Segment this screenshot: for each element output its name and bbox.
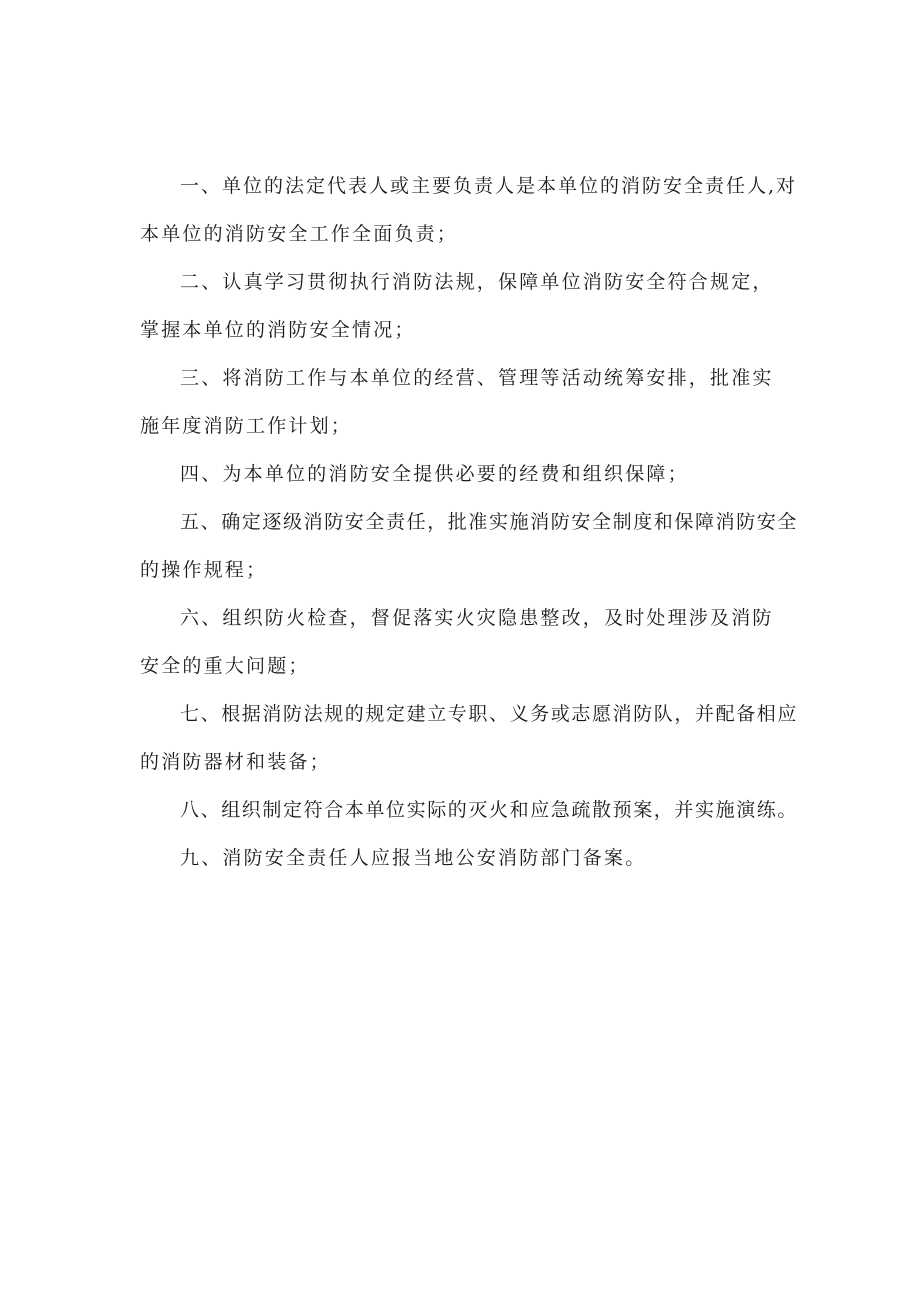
clause-7-line-2: 的消防器材和装备； xyxy=(140,751,331,773)
clause-2-line-2: 掌握本单位的消防安全情况； xyxy=(140,319,416,341)
clause-4-line-1: 四、为本单位的消防安全提供必要的经费和组织保障； xyxy=(180,463,689,485)
clause-5-line-2: 的操作规程； xyxy=(140,559,268,581)
clause-2-line-1: 二、认真学习贯彻执行消防法规，保障单位消防安全符合规定， xyxy=(180,271,774,293)
clause-3-line-1: 三、将消防工作与本单位的经营、管理等活动统筹安排，批准实 xyxy=(180,367,774,389)
clause-8-line-1: 八、组织制定符合本单位实际的灭火和应急疏散预案，并实施演练。 xyxy=(180,799,799,821)
clause-7-line-1: 七、根据消防法规的规定建立专职、义务或志愿消防队，并配备相应 xyxy=(180,703,799,725)
clause-1-line-1: 一、单位的法定代表人或主要负责人是本单位的消防安全责任人,对 xyxy=(180,175,798,197)
clause-6-line-1: 六、组织防火检查，督促落实火灾隐患整改，及时处理涉及消防 xyxy=(180,607,774,629)
clause-5-line-1: 五、确定逐级消防安全责任，批准实施消防安全制度和保障消防安全 xyxy=(180,511,799,533)
clause-9-line-1: 九、消防安全责任人应报当地公安消防部门备案。 xyxy=(180,847,647,869)
clause-3-line-2: 施年度消防工作计划； xyxy=(140,415,353,437)
clause-1-line-2: 本单位的消防安全工作全面负责； xyxy=(140,223,459,245)
clause-6-line-2: 安全的重大问题； xyxy=(140,655,310,677)
